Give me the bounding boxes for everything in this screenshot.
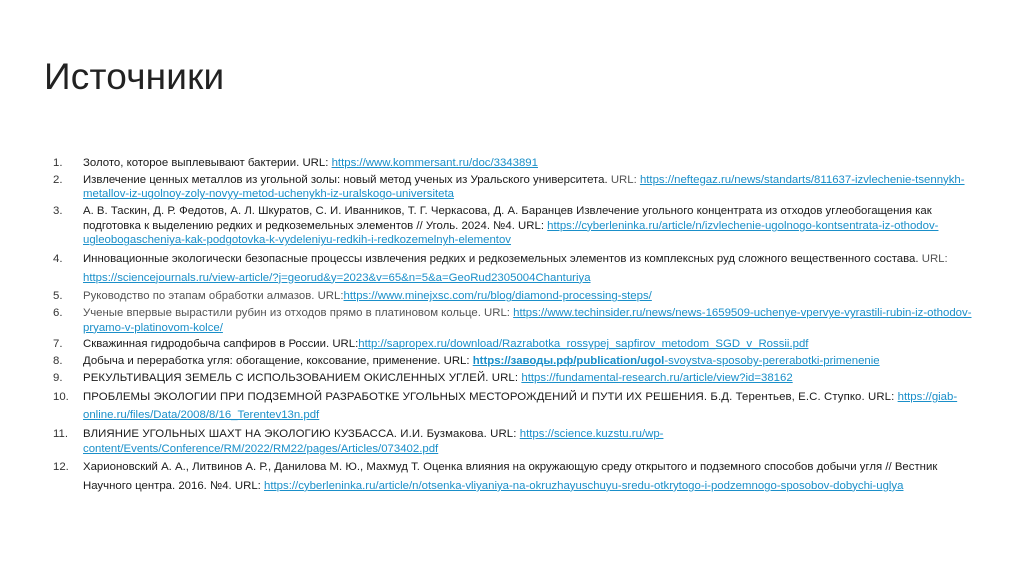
reference-text: РЕКУЛЬТИВАЦИЯ ЗЕМЕЛЬ С ИСПОЛЬЗОВАНИЕМ ОКИСЛЕННЫХ УГЛЕЙ. URL: (83, 372, 522, 385)
slide-title: Источники (44, 56, 225, 97)
reference-text: Руководство по этапам обработки алмазов. URL: (83, 290, 344, 303)
reference-number: 5. (53, 290, 63, 303)
reference-number: 12. (53, 461, 69, 474)
reference-number: 3. (53, 205, 63, 218)
reference-link[interactable]: https://www.techinsider.ru/news/news-1659509-uchenye-vpervye-vyrastili-rubin-iz-othodov-pryamo-v-platinovom-kolce/ (83, 307, 972, 334)
reference-item (44, 371, 974, 386)
reference-number: 11. (53, 428, 68, 440)
reference-text: ВЛИЯНИЕ УГОЛЬНЫХ ШАХТ НА ЭКОЛОГИЮ КУЗБАССА. И.И. Бузмакова. URL: (83, 428, 520, 440)
references-list (44, 156, 974, 498)
reference-link[interactable]: http://sapropex.ru/download/Razrabotka_rossypej_sapfirov_metodom_SGD_v_Rossii.pdf (358, 338, 809, 351)
reference-number: 2. (53, 173, 63, 186)
reference-item (44, 354, 974, 369)
reference-text: Извлечение ценных металлов из угольной золы: новый метод ученых из Уральского университета. (83, 173, 608, 186)
reference-text: Скважинная гидродобыча сапфиров в России. URL: (83, 338, 359, 351)
reference-number: 1. (53, 157, 63, 169)
reference-link[interactable]: https://www.minejxsc.com/ru/blog/diamond-processing-steps/ (343, 290, 652, 303)
reference-number: 8. (53, 355, 63, 368)
reference-item (44, 458, 974, 495)
reference-number: 10. (53, 390, 69, 403)
reference-text: ПРОБЛЕМЫ ЭКОЛОГИИ ПРИ ПОДЗЕМНОЙ РАЗРАБОТКЕ УГОЛЬНЫХ МЕСТОРОЖДЕНИЙ И ПУТИ ИХ РЕШЕНИЯ. Б.Д. Терентьев, Е.С. Ступко. URL: (83, 390, 898, 403)
reference-link[interactable]: https://cyberleninka.ru/article/n/otsenka-vliyaniya-na-okruzhayuschuyu-sredu-otkrytogo-i-podzemnogo-sposobov-dobychi-uglya (264, 479, 904, 492)
reference-text: Ученые впервые вырастили рубин из отходов прямо в платиновом кольце. URL: (83, 307, 514, 320)
reference-item (44, 204, 974, 248)
url-label: URL: (918, 253, 948, 266)
reference-link[interactable]: https://www.kommersant.ru/doc/3343891 (331, 157, 538, 169)
reference-item (44, 306, 974, 335)
reference-link[interactable]: https://fundamental-research.ru/article/view?id=38162 (521, 372, 793, 385)
reference-number: 6. (53, 307, 63, 320)
reference-item (44, 427, 974, 456)
reference-item (44, 289, 974, 304)
reference-item (44, 337, 974, 352)
reference-link[interactable]: https://cyberleninka.ru/article/n/izvlechenie-ugolnogo-kontsentrata-iz-othodov-ugleobogascheniya-kak-podgotovka-k-vydeleniyu-redkih-i-redkozemelnyh-elementov (83, 219, 939, 247)
url-label: URL: (607, 173, 640, 186)
reference-link[interactable]: -svoystva-sposoby-pererabotki-primenenie (664, 355, 880, 368)
reference-number: 7. (53, 338, 63, 351)
reference-text: А. В. Таскин, Д. Р. Федотов, А. Л. Шкуратов, С. И. Иванников, Т. Г. Черкасова, Д. А. Баранцев Извлечение угольного концентрата из отходов углеобогащения как подготовка к выделению редких и редкоземельных элементов // Уголь. 2024. №4. URL: (83, 205, 932, 232)
reference-text: Инновационные экологически безопасные процессы извлечения редких и редкоземельных элементов из комплексных руд сложного вещественного состава. (83, 253, 919, 266)
reference-item (44, 388, 974, 425)
reference-text: Золото, которое выплевывают бактерии. URL: (83, 157, 332, 169)
reference-link[interactable]: https://sciencejournals.ru/view-article/?j=georud&y=2023&v=65&n=5&a=GeoRud2305004Chanturiya (83, 271, 591, 284)
reference-text: Добыча и переработка угля: обогащение, коксование, применение. URL: (83, 355, 473, 368)
reference-text: Харионовский А. А., Литвинов А. Р., Данилова М. Ю., Махмуд Т. Оценка влияния на окружающую среду открытого и подземного способов добычи угля // Вестник Научного центра. 2016. №4. URL: (83, 461, 938, 492)
reference-item (44, 250, 974, 287)
reference-number: 4. (53, 253, 63, 266)
reference-link[interactable]: https://giab-online.ru/files/Data/2008/8/16_Terentev13n.pdf (83, 390, 958, 422)
reference-item (44, 173, 974, 202)
reference-link-bold[interactable]: https://заводы.рф/publication/ugol (472, 355, 665, 368)
reference-item (44, 156, 974, 171)
reference-number: 9. (53, 372, 63, 385)
reference-link[interactable]: https://neftegaz.ru/news/standarts/811637-izvlechenie-tsennykh-metallov-iz-ugolnoy-zoly-novyy-metod-uchenykh-iz-uralskogo-universiteta (83, 173, 965, 201)
reference-link[interactable]: https://science.kuzstu.ru/wp-content/Events/Conference/RM/2022/RM22/pages/Articles/073402.pdf (83, 428, 664, 455)
